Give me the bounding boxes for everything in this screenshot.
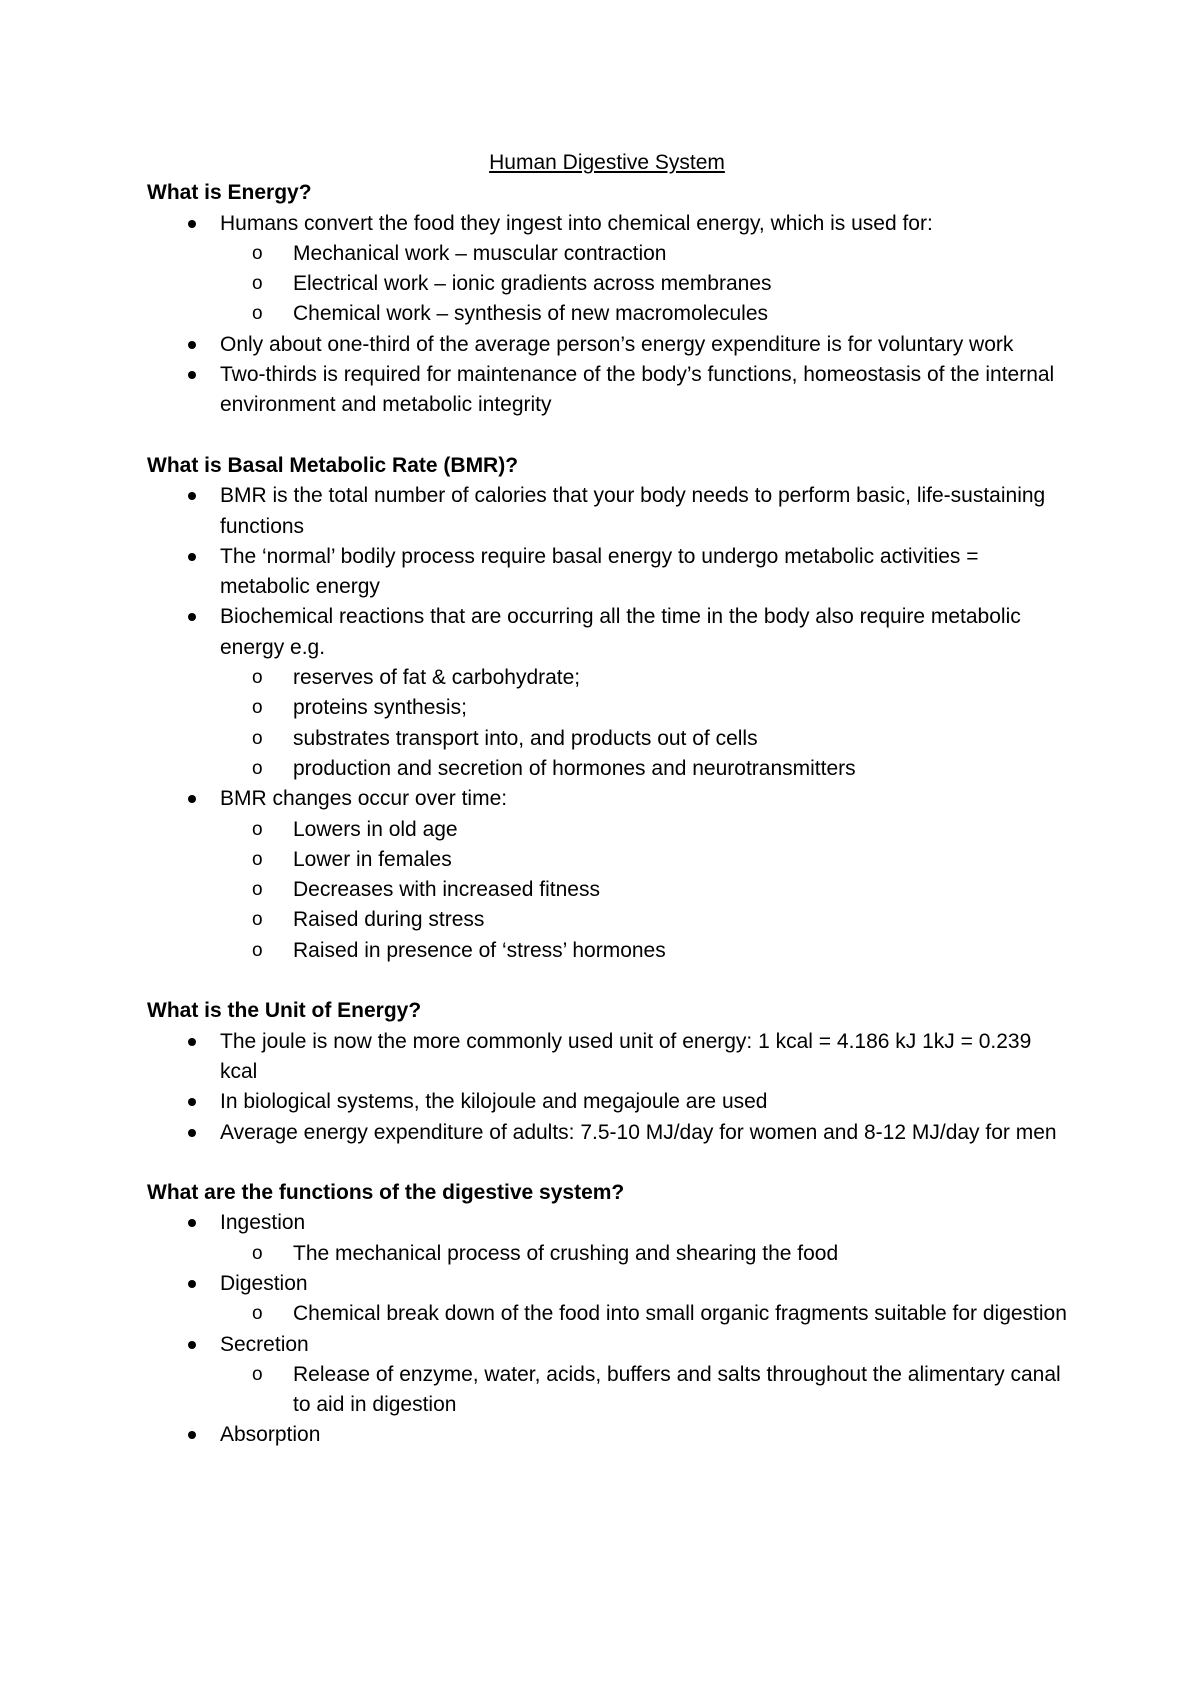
sub-bullet-list [220, 1360, 1067, 1421]
bullet-item [147, 481, 1067, 542]
document-title: Human Digestive System [489, 151, 725, 174]
sub-bullet-item: o reserves of fat & carbohydrate; [220, 663, 1067, 693]
bullet-item [147, 602, 1067, 784]
bullet-text: The ‘normal’ bodily process require basal energy to undergo metabolic activities = metabolic energy [220, 544, 979, 599]
sub-bullet-item: o The mechanical process of crushing and shearing the food [220, 1239, 1067, 1269]
bullet-list [147, 1027, 1067, 1148]
bullet-item [147, 1269, 1067, 1330]
document-section [147, 178, 1067, 420]
bullet-text: Average energy expenditure of adults: 7.5-10 MJ/day for women and 8-12 MJ/day for men [220, 1120, 1057, 1144]
bullet-item [147, 1420, 1067, 1450]
bullet-list [147, 481, 1067, 966]
sub-bullet-item: o Decreases with increased fitness [220, 875, 1067, 905]
bullet-text: BMR is the total number of calories that your body needs to perform basic, life-sustaining functions [220, 484, 1046, 538]
bullet-item [147, 784, 1067, 966]
bullet-text: The joule is now the more commonly used unit of energy: 1 kcal = 4.186 kJ 1kJ = 0.239 kcal [220, 1029, 1032, 1083]
bullet-text: Humans convert the food they ingest into chemical energy, which is used for: [220, 211, 933, 235]
bullet-item [147, 1118, 1067, 1148]
sub-bullet-item: o Release of enzyme, water, acids, buffers and salts throughout the alimentary canal to aid in digestion [220, 1360, 1067, 1421]
section-heading: What is the Unit of Energy? [147, 999, 422, 1023]
sub-bullet-item: o Mechanical work – muscular contraction [220, 239, 1067, 269]
bullet-list [147, 1208, 1067, 1450]
bullet-text: Two-thirds is required for maintenance of the body’s functions, homeostasis of the internal environment and metabolic integrity [220, 363, 1055, 417]
sub-bullet-item: o Chemical work – synthesis of new macromolecules [220, 299, 1067, 329]
bullet-text: Digestion [220, 1271, 308, 1295]
bullet-text: Only about one-third of the average person’s energy expenditure is for voluntary work [220, 332, 1014, 356]
sub-bullet-item: o Raised during stress [220, 905, 1067, 935]
bullet-text: BMR changes occur over time: [220, 787, 508, 811]
sub-bullet-list [220, 663, 1067, 784]
bullet-item [147, 542, 1067, 603]
document-section [147, 996, 1067, 1147]
sub-bullet-list [220, 815, 1067, 966]
section-spacer [147, 421, 1067, 451]
document-section [147, 1178, 1067, 1451]
section-spacer [147, 1148, 1067, 1178]
section-heading: What are the functions of the digestive system? [147, 1181, 625, 1205]
document-body [147, 148, 1067, 1451]
bullet-text: In biological systems, the kilojoule and megajoule are used [220, 1090, 768, 1114]
sub-bullet-item: o production and secretion of hormones and neurotransmitters [220, 754, 1067, 784]
bullet-text: Absorption [220, 1423, 321, 1447]
bullet-item [147, 330, 1067, 360]
bullet-text: Ingestion [220, 1211, 306, 1235]
bullet-item [147, 1208, 1067, 1269]
sub-bullet-list [220, 1299, 1067, 1329]
sub-bullet-item: o proteins synthesis; [220, 693, 1067, 723]
bullet-list [147, 209, 1067, 421]
bullet-item [147, 209, 1067, 330]
sub-bullet-item: o Raised in presence of ‘stress’ hormones [220, 936, 1067, 966]
sub-bullet-item: o substrates transport into, and products out of cells [220, 724, 1067, 754]
section-spacer [147, 966, 1067, 996]
sub-bullet-item: o Lowers in old age [220, 815, 1067, 845]
sub-bullet-list [220, 239, 1067, 330]
bullet-item [147, 360, 1067, 421]
bullet-item [147, 1330, 1067, 1421]
bullet-item [147, 1087, 1067, 1117]
bullet-text: Biochemical reactions that are occurring all the time in the body also require metabolic energy e.g. [220, 605, 1021, 659]
bullet-item [147, 1027, 1067, 1088]
section-heading: What is Energy? [147, 181, 312, 205]
section-heading: What is Basal Metabolic Rate (BMR)? [147, 453, 519, 477]
sub-bullet-list [220, 1239, 1067, 1269]
document-section [147, 451, 1067, 966]
bullet-text: Secretion [220, 1332, 309, 1356]
sub-bullet-item: o Chemical break down of the food into small organic fragments suitable for digestion [220, 1299, 1067, 1329]
sub-bullet-item: o Lower in females [220, 845, 1067, 875]
sub-bullet-item: o Electrical work – ionic gradients across membranes [220, 269, 1067, 299]
